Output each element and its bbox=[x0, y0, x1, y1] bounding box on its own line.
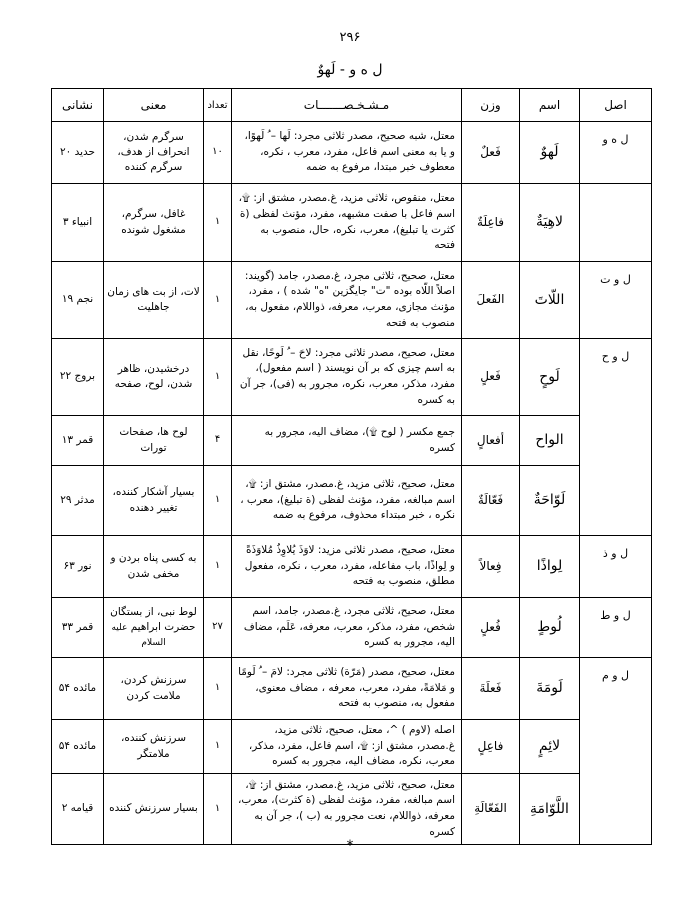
header-wazn: وزن bbox=[462, 89, 520, 122]
header-neshani: نشانی bbox=[52, 89, 104, 122]
reference-cell: مائده ۵۴ bbox=[52, 658, 104, 720]
reference-cell: قمر ۳۳ bbox=[52, 598, 104, 658]
root-title: ل ه و - لَهوٌ bbox=[317, 62, 383, 78]
count-cell: ۱ bbox=[204, 720, 232, 774]
root-cell: ل و م bbox=[580, 658, 652, 845]
page-number: ۲۹۶ bbox=[339, 30, 361, 45]
table-row bbox=[52, 536, 652, 598]
header-mani: معنی bbox=[104, 89, 204, 122]
wazn-cell: فَعلَةَ bbox=[462, 658, 520, 720]
ism-cell: لَهوٌ bbox=[520, 122, 580, 184]
meaning-cell: درخشیدن، ظاهر شدن، لوح، صفحه bbox=[104, 339, 204, 416]
reference-cell: مدثر ۲۹ bbox=[52, 466, 104, 536]
ism-cell: الواح bbox=[520, 416, 580, 466]
wazn-cell: الفَعلَ bbox=[462, 262, 520, 339]
desc-cell: معتل، صحیح، ثلاثی مزید، غ.مصدر، مشتق از: ۩، اسم مبالغه، مفرد، مؤنث لفظی (ة کثرت)، معرب، معرفه، ذواللام، نعت مجرور به (ب )، جر آن به کسره bbox=[232, 774, 462, 845]
wazn-cell: فَعلٌ bbox=[462, 122, 520, 184]
ism-cell: لاهِیَةٌ bbox=[520, 184, 580, 262]
table-row bbox=[52, 598, 652, 658]
root-cell: ل ه و bbox=[580, 122, 652, 184]
count-cell: ۱ bbox=[204, 339, 232, 416]
meaning-text: لوط نبی، از بستگان حضرت ابراهیم bbox=[110, 605, 197, 633]
wazn-cell: أفعالٍ bbox=[462, 416, 520, 466]
desc-cell: معتل، صحیح، مصدر ثلاثی مزید: لاوَذَ یُلاوِذُ مُلاوَذَةً و لِواذًا، باب مفاعله، مفرد، معرب ، نکره، مفعول مطلق، منصوب به فتحه bbox=[232, 536, 462, 598]
meaning-cell: لوح ها، صفحات تورات bbox=[104, 416, 204, 466]
header-mushakhasat: مـشـخـصـــــــات bbox=[232, 89, 462, 122]
reference-cell: انبیاء ۳ bbox=[52, 184, 104, 262]
desc-cell: معتل، صحیح، مصدر (مَرّة) ثلاثی مجرد: لامَ – ُ لَومًا و مَلامَةً، مفرد، معرب، معرفه ، مضاف معنوی، مفعول به، منصوب به فتحه bbox=[232, 658, 462, 720]
reference-cell: بروج ۲۲ bbox=[52, 339, 104, 416]
ism-cell: لِواذًا bbox=[520, 536, 580, 598]
table-row bbox=[52, 658, 652, 720]
wazn-cell: فَعلٍ bbox=[462, 339, 520, 416]
count-cell: ۱ bbox=[204, 774, 232, 845]
table-row bbox=[52, 466, 652, 536]
wazn-cell: فاعِلٍ bbox=[462, 720, 520, 774]
meaning-honorific: علیه السلام bbox=[111, 622, 166, 649]
meaning-cell: سرزنش کردن، ملامت کردن bbox=[104, 658, 204, 720]
desc-cell: جمع مکسر ( لوح ۩)، مضاف الیه، مجرور به کسره bbox=[232, 416, 462, 466]
desc-cell: معتل، شبه صحیح، مصدر ثلاثی مجرد: لَها – ُ لَهوًا، و یا به معنی اسم فاعل، مفرد، معرب ، نکره، معطوف خبر مبتدا، مرفوع به ضمه bbox=[232, 122, 462, 184]
reference-cell: قیامه ۲ bbox=[52, 774, 104, 845]
footer-mark: * bbox=[346, 838, 354, 854]
ism-cell: اللّاتَ bbox=[520, 262, 580, 339]
wazn-cell: فاعِلَةٌ bbox=[462, 184, 520, 262]
count-cell: ۱۰ bbox=[204, 122, 232, 184]
wazn-cell: فِعالاً bbox=[462, 536, 520, 598]
wazn-cell: فُعلٍ bbox=[462, 598, 520, 658]
count-cell: ۱ bbox=[204, 466, 232, 536]
ism-cell: لَوحٍ bbox=[520, 339, 580, 416]
meaning-cell: سرزنش کننده، ملامتگر bbox=[104, 720, 204, 774]
desc-cell: معتل، صحیح، ثلاثی مجرد، غ.مصدر، جامد، اسم شخص، مفرد، مذکر، معرب، معرفه، عَلَم، مضاف الیه، مجرور به کسره bbox=[232, 598, 462, 658]
meaning-cell bbox=[104, 598, 204, 658]
meaning-cell: غافل، سرگرم، مشغول شونده bbox=[104, 184, 204, 262]
header-ism: اسم bbox=[520, 89, 580, 122]
wazn-cell: الفَعّالَةِ bbox=[462, 774, 520, 845]
meaning-cell: بسیار آشکار کننده، تغییر دهنده bbox=[104, 466, 204, 536]
desc-cell: معتل، صحیح، ثلاثی مزید، غ.مصدر، مشتق از: ۩، اسم مبالغه، مفرد، مؤنث لفظی (ة تبلیغ)، معرب ، نکره ، خبر مبتداء محذوف، مرفوع به ضمه bbox=[232, 466, 462, 536]
meaning-cell: بسیار سرزنش کننده bbox=[104, 774, 204, 845]
desc-cell: معتل، صحیح، مصدر ثلاثی مجرد: لاحَ – ُ لَوحًا، نقل به اسم چیزی که بر آن نویسند ( اسم مفعول)، مفرد، مذکر، معرب، نکره، مجرور به (فی)، جر آن به کسره bbox=[232, 339, 462, 416]
header-row bbox=[52, 89, 652, 122]
ism-cell: لَومَةَ bbox=[520, 658, 580, 720]
count-cell: ۲۷ bbox=[204, 598, 232, 658]
ism-cell: لائِمٍ bbox=[520, 720, 580, 774]
root-cell-empty bbox=[580, 184, 652, 262]
table-row bbox=[52, 416, 652, 466]
lexicon-table bbox=[51, 88, 652, 845]
count-cell: ۴ bbox=[204, 416, 232, 466]
count-cell: ۱ bbox=[204, 658, 232, 720]
table-row bbox=[52, 262, 652, 339]
table-row bbox=[52, 720, 652, 774]
root-cell: ل و ح bbox=[580, 339, 652, 536]
wazn-cell: فَعّالَةٌ bbox=[462, 466, 520, 536]
table-row bbox=[52, 774, 652, 845]
root-cell: ل و ط bbox=[580, 598, 652, 658]
desc-cell: معتل، منقوص، ثلاثی مزید، غ.مصدر، مشتق از: ۩، اسم فاعل با صفت مشبهه، مفرد، مؤنث لفظی (ة کثرت یا تبلیغ)، معرب، نکره، حال، منصوب به فتحه bbox=[232, 184, 462, 262]
count-cell: ۱ bbox=[204, 536, 232, 598]
meaning-cell: سرگرم شدن، انحراف از هدف، سرگرم کننده bbox=[104, 122, 204, 184]
reference-cell: قمر ۱۳ bbox=[52, 416, 104, 466]
header-asl: اصل bbox=[580, 89, 652, 122]
reference-cell: نور ۶۳ bbox=[52, 536, 104, 598]
root-cell: ل و ت bbox=[580, 262, 652, 339]
reference-cell: نجم ۱۹ bbox=[52, 262, 104, 339]
ism-cell: لُوطٍ bbox=[520, 598, 580, 658]
table-row bbox=[52, 339, 652, 416]
table-row bbox=[52, 184, 652, 262]
table-row bbox=[52, 122, 652, 184]
ism-cell: اللَّوّامَةِ bbox=[520, 774, 580, 845]
ism-cell: لَوّاحَةٌ bbox=[520, 466, 580, 536]
desc-cell: معتل، صحیح، ثلاثی مجرد، غ.مصدر، جامد (گویند: اصلاً اللّاه بوده "ت" جایگزین "ه" شده ) ، مفرد، مؤنث مجازی، معرب، معرفه، ذواللام، مفعول به، منصوب به فتحه bbox=[232, 262, 462, 339]
header-tedad: تعداد bbox=[204, 89, 232, 122]
count-cell: ۱ bbox=[204, 184, 232, 262]
desc-cell: اصله (لاوم ) ^، معتل، صحیح، ثلاثی مزید، غ.مصدر، مشتق از: ۩، اسم فاعل، مفرد، مذکر، معرب، نکره، مضاف الیه، مجرور به کسره bbox=[232, 720, 462, 774]
root-cell: ل و ذ bbox=[580, 536, 652, 598]
reference-cell: حدید ۲۰ bbox=[52, 122, 104, 184]
count-cell: ۱ bbox=[204, 262, 232, 339]
meaning-cell: به کسی پناه بردن و مخفی شدن bbox=[104, 536, 204, 598]
meaning-cell: لات، از بت های زمان جاهلیت bbox=[104, 262, 204, 339]
reference-cell: مائده ۵۴ bbox=[52, 720, 104, 774]
